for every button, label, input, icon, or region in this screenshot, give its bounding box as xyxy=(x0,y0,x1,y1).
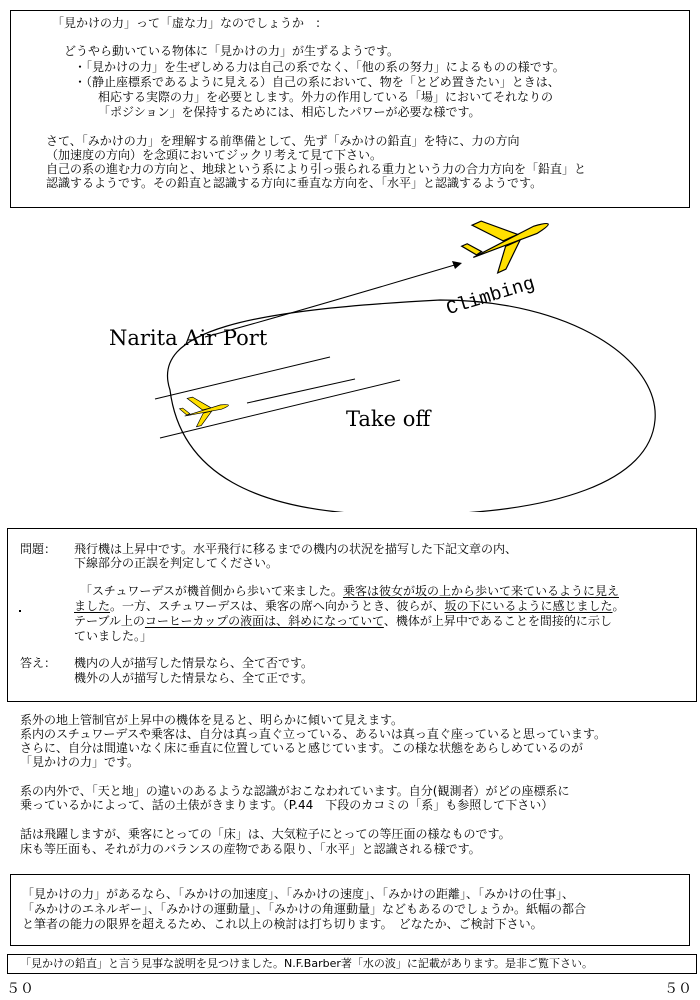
scenario-line xyxy=(74,615,612,628)
intro-paragraph: 認識するようです。その鉛直と認識する方向に垂直な方向を、「水平」と認識するようです。 xyxy=(46,176,543,190)
body-paragraph: 話は飛躍しますが、乗客にとっての「床」は、大気粒子にとっての等圧面の様なものです。 xyxy=(20,827,511,841)
underlined-claim: 乗客は彼女が坂の上から歩いて来ているように見え xyxy=(342,584,619,598)
closing-text: 「みかけのエネルギー」、「みかけの運動量」、「みかけの角運動量」などもあるのでしょうか。紙幅の都合 xyxy=(22,902,587,916)
intro-bullet: ・「見かけの力」を生ぜしめる力は自己の系でなく、「他の系の努力」によるものの様です。 xyxy=(74,60,565,74)
scenario-text: 。一方、スチュワーデスは、乗客の席へ向かうとき、彼らが、 xyxy=(110,599,445,613)
question-text: 下線部分の正誤を判定してください。 xyxy=(74,556,279,570)
underlined-claim: コーヒーカップの液面は、斜めになっていて xyxy=(144,614,384,628)
body-paragraph: 乗っているかによって、話の土俵がきまります。（P.44 下段のカコミの「系」も参照して下さい） xyxy=(20,798,554,812)
page-number-right: ５０ xyxy=(664,981,692,997)
intro-title: 「見かけの力」って「虚な力」なのでしょうか : xyxy=(52,16,321,30)
underlined-claim: 坂の下にいるように感じました xyxy=(444,599,613,613)
answer-text: 機内の人が描写した情景なら、全て否です。 xyxy=(74,656,314,670)
runway-line xyxy=(155,357,330,399)
intro-bullet-cont: 相応する実際の力」を必要とします。外力の作用している「場」においてそれなりの xyxy=(98,90,554,104)
body-paragraph: 床も等圧面も、それが力のバランスの産物である限り、「水平」と認識される様です。 xyxy=(20,842,481,856)
scenario-line: ていました。」 xyxy=(74,629,153,643)
intro-paragraph: さて、「みかけの力」を理解する前準備として、先ず「みかけの鉛直」を特に、力の方向 xyxy=(46,134,520,148)
takeoff-label: Take off xyxy=(346,407,431,431)
scenario-text: 。 xyxy=(612,599,625,613)
intro-bullet: ・（静止座標系であるように見える）自己の系において、物を「とどめ置きたい」ときは、 xyxy=(74,75,560,89)
answer-label: 答え： xyxy=(20,656,57,670)
intro-line: どうやら動いている物体に「見かけの力」が生ずるようです。 xyxy=(64,44,400,58)
intro-bullet-cont: 「ポジション」を保持するためには、相応したパワーが必要な様です。 xyxy=(98,105,481,119)
scenario-text: テーブル上の xyxy=(74,614,145,628)
climbing-label: Climbing xyxy=(443,272,538,321)
body-paragraph: 系内のスチュワーデスや乗客は、自分は真っ直ぐ立っている、あるいは真っ直ぐ座っていると思っています。 xyxy=(20,727,606,741)
takeoff-diagram xyxy=(0,212,700,512)
question-text: 飛行機は上昇中です。水平飛行に移るまでの機内の状況を描写した下記文章の内、 xyxy=(74,542,518,556)
body-paragraph: 系外の地上管制官が上昇中の機体を見ると、明らかに傾いて見えます。 xyxy=(20,713,404,727)
underlined-claim: ました xyxy=(74,599,111,613)
airport-label: Narita Air Port xyxy=(109,326,268,350)
body-paragraph: 「見かけの力」です。 xyxy=(20,755,140,769)
body-paragraph: 系の内外で、「天と地」の違いのあるような認識がおこなわれています。自分(観測者）がどの座標系に xyxy=(20,784,570,798)
question-label: 問題： xyxy=(20,542,57,556)
trajectory-arrowhead xyxy=(452,261,462,269)
airplane-climbing-icon xyxy=(456,212,558,282)
scenario-text: 「スチュワーデスが機首側から歩いて来ました。 xyxy=(80,584,343,598)
margin-dot xyxy=(19,610,21,612)
closing-text: と筆者の能力の限界を超えるため、これ以上の検討は打ち切ります。 どなたか、ご検討下さい。 xyxy=(22,917,543,931)
reference-note: 「見かけの鉛直」と言う見事な説明を見つけました。N.F.Barber著「水の波」に記載があります。是非ご覧下さい。 xyxy=(20,957,593,970)
scenario-line xyxy=(80,585,619,598)
scenario-text: 、機体が上昇中であることを間接的に示し xyxy=(383,614,612,628)
closing-text: 「見かけの力」があるなら、「みかけの加速度」、「みかけの速度」、「みかけの距離」、「みかけの仕事」、 xyxy=(22,887,575,901)
page-number-left: ５０ xyxy=(6,981,34,997)
scenario-line xyxy=(74,600,625,613)
answer-text: 機外の人が描写した情景なら、全て正です。 xyxy=(74,671,314,685)
body-paragraph: さらに、自分は間違いなく床に垂直に位置していると感じています。この様な状態をあらしめているのが xyxy=(20,741,584,755)
airplane-takeoff-icon xyxy=(178,389,232,430)
intro-paragraph: 自己の系の進む力の方向と、地球という系により引っ張られる重力という力の合力方向を「鉛直」と xyxy=(46,162,587,176)
runway-line xyxy=(247,379,355,403)
intro-paragraph: （加速度の方向）を念頭においてジックリ考えて見て下さい。 xyxy=(46,148,383,162)
